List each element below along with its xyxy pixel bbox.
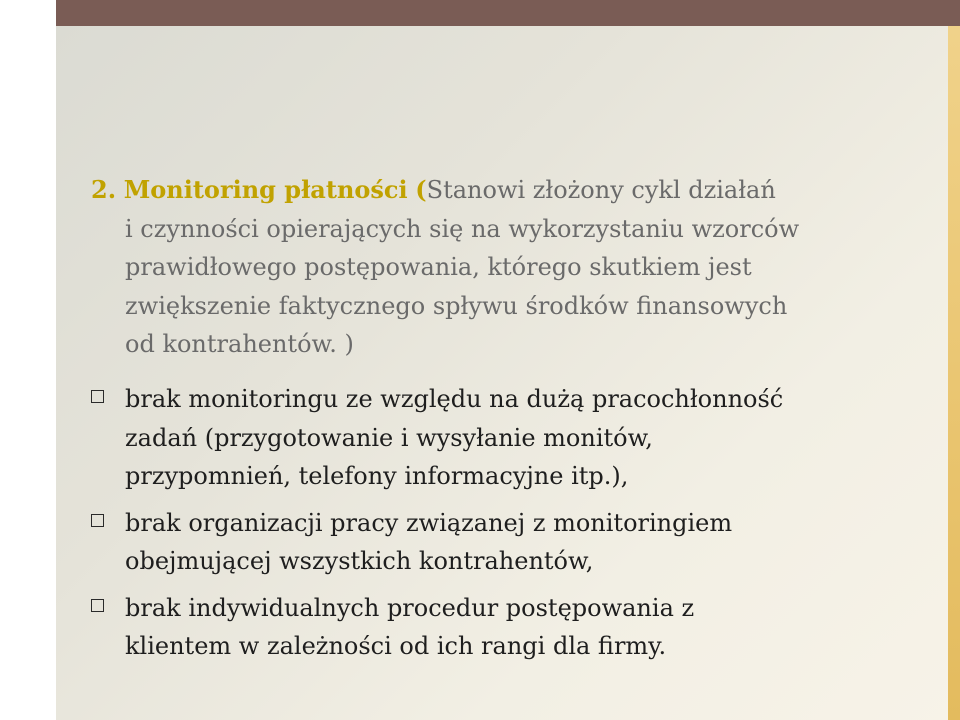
heading-continuation-line: prawidłowego postępowania, którego skutkiem jest: [125, 253, 752, 281]
accent-strip: [948, 26, 960, 720]
bullet-line: przypomnień, telefony informacyjne itp.),: [125, 462, 629, 490]
hollow-square-bullet-icon: [91, 514, 104, 527]
bullet-line: brak organizacji pracy związanej z monitoringiem: [125, 508, 733, 537]
heading-block: [91, 171, 911, 364]
bullet-line: obejmującej wszystkich kontrahentów,: [125, 547, 594, 575]
bullet-line: brak indywidualnych procedur postępowania z: [125, 593, 695, 622]
heading-number: 2.: [91, 175, 117, 204]
heading-continuation-line: i czynności opierających się na wykorzystaniu wzorców: [125, 214, 800, 243]
heading-continuation-line: zwiększenie faktycznego spływu środków finansowych: [125, 291, 788, 320]
bullet-list: [91, 380, 911, 674]
top-bar: [56, 0, 960, 26]
bullet-line: klientem w zależności od ich rangi dla firmy.: [125, 632, 667, 660]
bullet-item: [91, 504, 911, 581]
bullet-item: [91, 380, 911, 496]
heading-description: Stanowi złożony cykl działań: [426, 176, 776, 204]
heading-open-paren: (: [415, 175, 427, 204]
heading-continuation-line: od kontrahentów. ): [125, 330, 354, 358]
bullet-item: [91, 589, 911, 666]
hollow-square-bullet-icon: [91, 390, 104, 403]
bullet-line: zadań (przygotowanie i wysyłanie monitów,: [125, 423, 653, 452]
heading-title: Monitoring płatności: [123, 175, 408, 204]
bullet-line: brak monitoringu ze względu na dużą pracochłonność: [125, 385, 784, 413]
hollow-square-bullet-icon: [91, 599, 104, 612]
heading-first-line: [91, 171, 911, 210]
